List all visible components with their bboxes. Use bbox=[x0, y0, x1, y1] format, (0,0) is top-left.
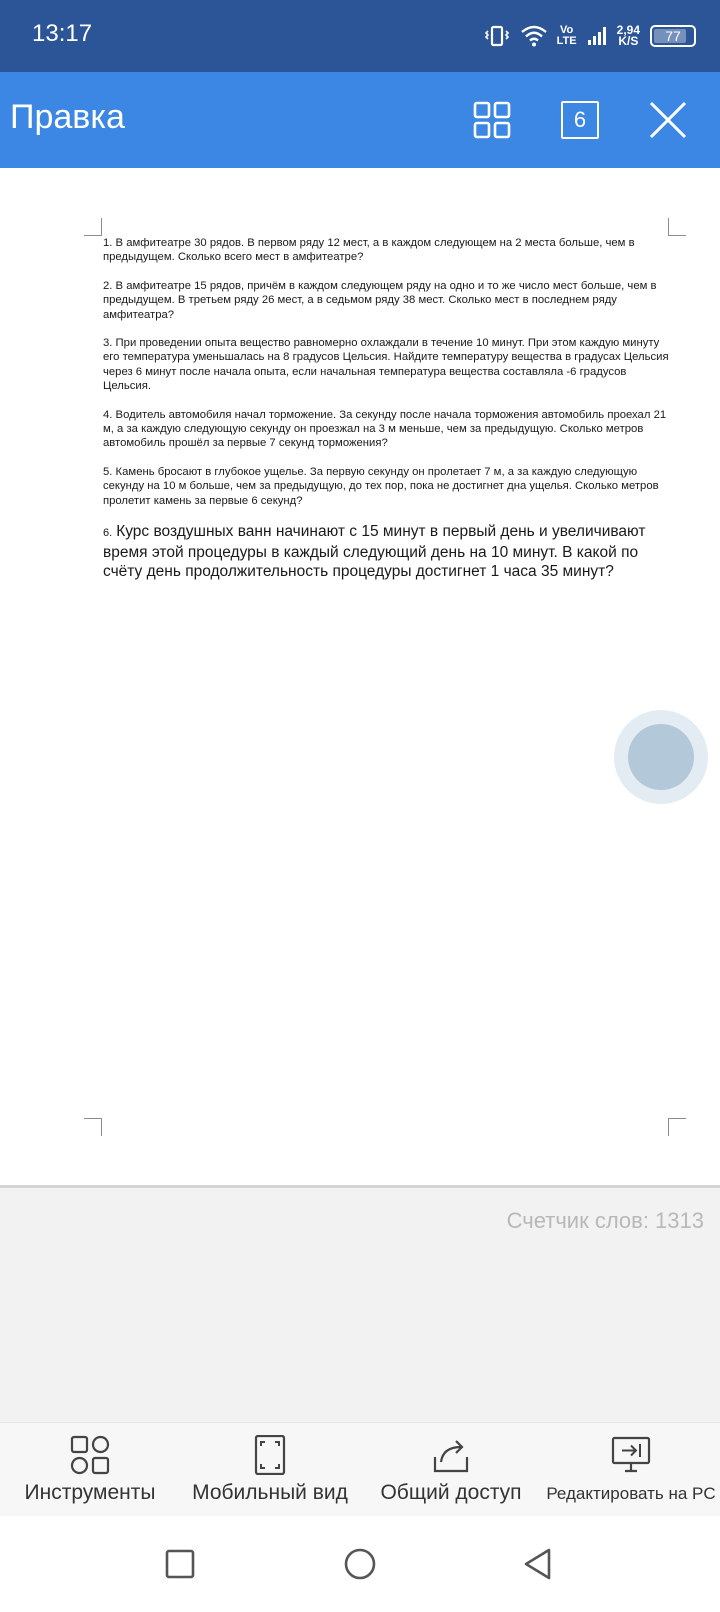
paragraph bbox=[103, 522, 669, 581]
close-button[interactable] bbox=[644, 96, 692, 144]
share-button[interactable] bbox=[376, 1423, 526, 1517]
vibrate-icon bbox=[483, 24, 511, 48]
share-label: Общий доступ bbox=[380, 1481, 522, 1504]
edit-on-pc-label: Редактировать на PC bbox=[546, 1484, 716, 1503]
page-margin-corner bbox=[668, 218, 686, 236]
floating-action-button[interactable] bbox=[614, 710, 708, 804]
mobile-view-label: Мобильный вид bbox=[192, 1481, 348, 1504]
app-bar bbox=[0, 72, 720, 168]
recent-apps-icon bbox=[164, 1548, 196, 1580]
grid-view-icon bbox=[472, 100, 512, 140]
status-icons bbox=[483, 18, 696, 54]
battery-icon bbox=[650, 25, 696, 47]
signal-icon bbox=[587, 26, 607, 46]
net-speed-value: 2,94 bbox=[616, 23, 640, 37]
paragraph: 1. В амфитеатре 30 рядов. В первом ряду 12 мест, а в каждом следующем на 2 места больше, чем в предыдущем. Сколько всего мест в амфитеатре? bbox=[103, 237, 635, 264]
paragraph: 3. При проведении опыта вещество равномерно охлаждали в течение 10 минут. При этом каждую минуту его температура уменьшалась на 8 градусов Цельсия. Найдите температуру вещества в градусах Цельсия через 6 минут после начала опыта, если начальная температура вещества составляла -6 градусов Цельсия. bbox=[103, 337, 669, 393]
mobile-view-button[interactable] bbox=[184, 1423, 356, 1517]
page-margin-corner bbox=[84, 1118, 102, 1136]
page-count: 6 bbox=[573, 107, 587, 132]
page-margin-corner bbox=[84, 218, 102, 236]
pages-icon bbox=[561, 101, 599, 139]
status-bar bbox=[0, 0, 720, 72]
home-icon bbox=[343, 1547, 377, 1581]
paragraph: 2. В амфитеатре 15 рядов, причём в каждом следующем ряду на одно и то же число мест больше, чем в предыдущем. В третьем ряду 26 мест, а в седьмом ряду 38 мест. Сколько мест в последнем ряду амфитеатра? bbox=[103, 279, 657, 321]
battery-level: 77 bbox=[665, 28, 681, 44]
net-speed-unit: K/S bbox=[618, 34, 639, 48]
volte-icon bbox=[557, 25, 577, 47]
floating-button-circle bbox=[628, 724, 694, 790]
paragraph-number: 6. bbox=[103, 527, 113, 540]
wifi-icon bbox=[521, 25, 547, 47]
tools-icon bbox=[70, 1435, 110, 1475]
volte-top-text: Vo bbox=[560, 24, 574, 36]
share-icon bbox=[431, 1435, 471, 1475]
tools-button[interactable] bbox=[18, 1423, 162, 1517]
back-button[interactable] bbox=[514, 1540, 562, 1588]
recent-apps-button[interactable] bbox=[156, 1540, 204, 1588]
bottom-toolbar bbox=[0, 1422, 720, 1516]
paragraph: 5. Камень бросают в глубокое ущелье. За первую секунду он пролетает 7 м, а за каждую следующую секунду на 10 м больше, чем за предыдущую, до тех пор, пока не достигнет дна ущелья. Сколько метров пролетит камень за первые 6 секунд? bbox=[103, 465, 659, 507]
net-speed bbox=[617, 25, 640, 47]
grid-view-button[interactable] bbox=[468, 96, 516, 144]
word-count: Счетчик слов: 1313 bbox=[506, 1208, 704, 1233]
paragraph-text: Курс воздушных ванн начинают с 15 минут в первый день и увеличивают время этой процедуры в каждый следующий день на 10 минут. В какой по счёту день продолжительность процедуры достигнет 1 часа 35 минут? bbox=[103, 523, 646, 581]
close-icon bbox=[648, 100, 688, 140]
page-title: Правка bbox=[10, 98, 125, 136]
page-margin-corner bbox=[668, 1118, 686, 1136]
pages-button[interactable] bbox=[556, 96, 604, 144]
status-time: 13:17 bbox=[32, 20, 93, 47]
navigation-bar bbox=[0, 1516, 720, 1612]
mobile-view-icon bbox=[250, 1435, 290, 1475]
volte-bottom-text: LTE bbox=[556, 35, 577, 47]
home-button[interactable] bbox=[336, 1540, 384, 1588]
edit-on-pc-button[interactable] bbox=[544, 1423, 718, 1517]
tools-label: Инструменты bbox=[24, 1481, 156, 1504]
back-icon bbox=[522, 1547, 554, 1581]
document-text[interactable] bbox=[103, 236, 669, 581]
edit-on-pc-icon bbox=[611, 1435, 651, 1475]
paragraph: 4. Водитель автомобиля начал торможение. За секунду после начала торможения автомобиль проехал 21 м, а за каждую следующую секунду он проезжал на 3 м меньше, чем за предыдущую. Сколько метров автомобиль прошёл за первые 7 секунд торможения? bbox=[103, 408, 667, 450]
